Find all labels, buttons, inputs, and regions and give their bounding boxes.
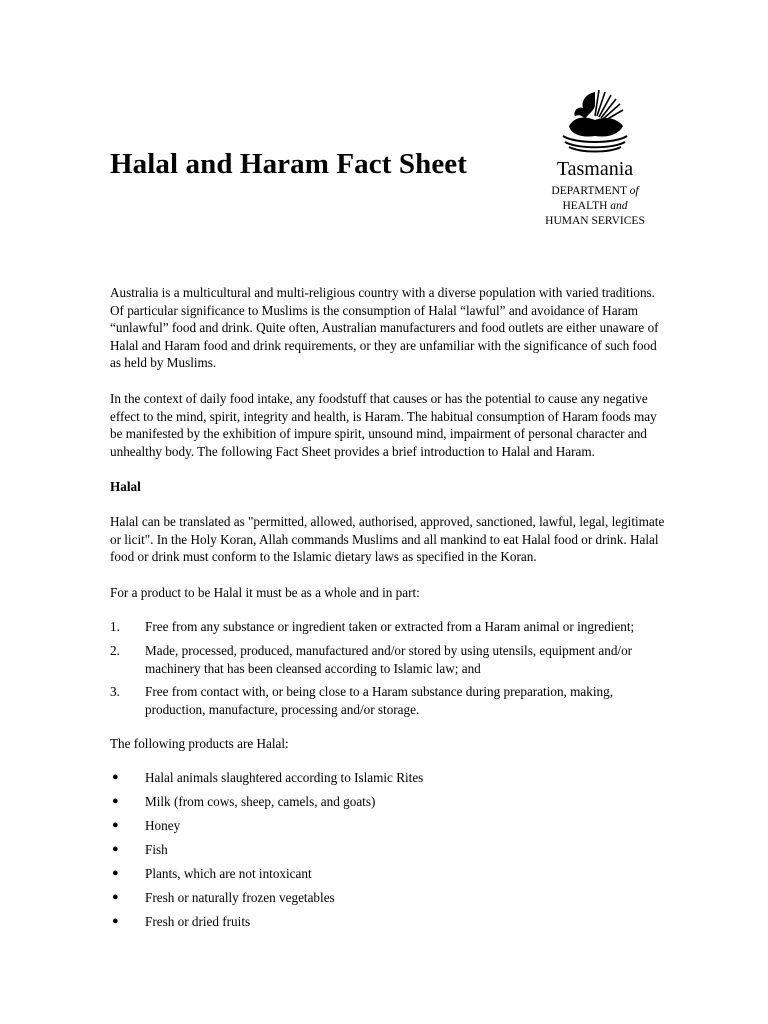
bullet-icon: ● [112,770,119,783]
section-heading-halal: Halal [110,479,141,495]
list-item [110,769,670,787]
list-item-text: Halal animals slaughtered according to Islamic Rites [145,769,424,785]
list-item-text: Fresh or dried fruits [145,913,251,929]
list-item [110,642,670,677]
list-item-text: Fish [145,841,168,857]
list-item-text: Plants, which are not intoxicant [145,865,312,881]
document-body [110,284,670,937]
halal-definition-paragraph: Halal can be translated as "permitted, allowed, authorised, approved, sanctioned, lawful, legal, legitimate or licit". In the Holy Koran, Allah commands Muslims and all mankind to eat Halal food or drink. Halal food or drink must conform to the Islamic dietary laws as specified in the Koran. [110,513,665,565]
list-item-number: 1. [110,619,120,635]
bullet-icon: ● [112,866,119,879]
logo-brand: Tasmania [556,158,634,180]
list-item-text: Free from any substance or ingredient taken or extracted from a Haram animal or ingredient; [145,619,635,635]
halal-products-list [110,769,670,931]
list-item-text: Milk (from cows, sheep, camels, and goats) [145,793,376,809]
list-item-number: 3. [110,684,120,700]
list-item [110,889,670,907]
list-item-text: Free from contact with, or being close to a Haram substance during preparation, making, production, manufacture, processing and/or storage. [145,684,614,717]
tasmania-emblem-icon [555,86,635,154]
halal-requirements-list [110,618,670,718]
logo-department [530,184,660,229]
halal-requirements-intro: For a product to be Halal it must be as a whole and in part: [110,584,420,600]
list-item [110,683,670,718]
page-title: Halal and Haram Fact Sheet [110,148,468,180]
list-item [110,618,670,636]
context-paragraph: In the context of daily food intake, any foodstuff that causes or has the potential to cause any negative effect to the mind, spirit, integrity and health, is Haram. The habitual consumption of Haram foods may be manifested by the exhibition of impure spirit, unsound mind, impairment of personal character and unhealthy body. The following Fact Sheet provides a brief introduction to Halal and Haram. [110,390,657,459]
logo-dept-line1: DEPARTMENT of [551,185,639,197]
bullet-icon: ● [112,890,119,903]
list-item [110,817,670,835]
bullet-icon: ● [112,914,119,927]
tasmania-dhhs-logo [530,86,660,229]
logo-dept-line2: HEALTH and [562,200,628,212]
intro-paragraph: Australia is a multicultural and multi-religious country with a diverse population with varied traditions. Of particular significance to Muslims is the consumption of Halal “lawful” and avoidance of Haram “unlawful” food and drink. Quite often, Australian manufacturers and food outlets are either unaware of Halal and Haram food and drink requirements, or they are unfamiliar with the significance of such food as held by Muslims. [110,285,659,371]
list-item-text: Honey [145,817,181,833]
bullet-icon: ● [112,794,119,807]
list-item-text: Made, processed, produced, manufactured and/or stored by using utensils, equipment and/or machinery that has been cleansed according to Islamic law; and [145,642,633,676]
bullet-icon: ● [112,842,119,855]
halal-products-intro: The following products are Halal: [110,736,289,752]
logo-dept-line3: HUMAN SERVICES [545,215,645,227]
list-item [110,865,670,883]
list-item [110,793,670,811]
list-item-text: Fresh or naturally frozen vegetables [145,889,335,905]
list-item [110,841,670,859]
list-item-number: 2. [110,642,120,658]
bullet-icon: ● [112,818,119,831]
list-item [110,913,670,931]
